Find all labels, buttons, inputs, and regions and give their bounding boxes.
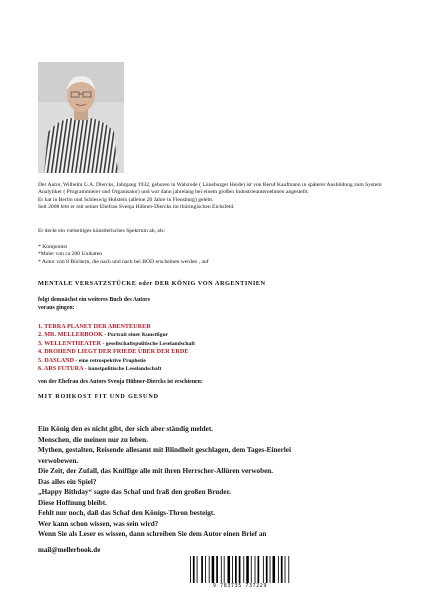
book-subtitle: - Portrait einer Kunstfigur	[102, 332, 169, 339]
barcode-bar	[212, 556, 215, 583]
barcode-bar	[205, 556, 206, 583]
barcode-bar	[255, 556, 256, 583]
spectrum-list	[38, 244, 209, 266]
barcode-bar	[273, 556, 276, 583]
barcode-icon	[186, 556, 294, 583]
barcode-bar	[258, 556, 260, 583]
bio-paragraph: Seit 2008 lebt er mit seiner Ehefrau Svenja Hübner-Diercks im thüringischen Eichsfeld.	[38, 204, 235, 211]
bio-paragraph: Der Autor, Wilhelm G.A. Diercks, Jahrgang 1932, geboren in Walsrode ( Lüneburger Heide) ist von Beruf Kaufmann in späterer Ausbildung zum System Analytiker ( Programmierer und Organisator) und war dann jahrelang bei einem großen Industrieunternehmen angestellt.	[38, 182, 382, 196]
blurb-line: Diese Hoffnung bleibt.	[38, 498, 107, 507]
barcode-bar	[288, 556, 289, 583]
barcode-bar	[278, 556, 279, 583]
barcode-bar	[239, 556, 241, 583]
barcode-bar	[235, 556, 237, 583]
barcode-bar	[270, 556, 271, 583]
blurb-line: Wer kann schon wissen, was sein wird?	[38, 519, 159, 528]
book-title: 4. DROHEND LIEGT DER FRIEDE ÜBER DER ERDE	[38, 348, 189, 356]
book-item	[38, 331, 195, 339]
blurb-line: „Happy Bithday“ sagte das Schaf und fraß den großen Bruder.	[38, 488, 231, 496]
upcoming-book-title: MENTALE VERSATZSTÜCKE oder DER KÖNIG VON ARGENTINIEN	[38, 280, 266, 287]
barcode-bar	[246, 556, 249, 583]
email-address: mail@mellerbook.de	[38, 546, 101, 554]
barcode-bar	[281, 556, 283, 583]
announcement-line: voraus gingen:	[38, 304, 75, 311]
blurb-line: Das alles ein Spiel?	[38, 477, 97, 486]
isbn-number: 9 783735 737229	[186, 583, 294, 589]
blurb-line: Ein König den es nicht gibt, der sich aber ständig meldet.	[38, 425, 214, 433]
barcode-bar	[221, 556, 222, 583]
barcode-bar	[228, 556, 231, 583]
blurb-line: verwobewen.	[38, 456, 79, 465]
barcode-bar	[285, 556, 286, 583]
announcement-line: folgt demnächst ein weiteres Buch des Autors	[38, 297, 150, 303]
book-item	[38, 365, 195, 373]
barcode-bar	[243, 556, 244, 583]
book-title: 6. ARS FUTURA	[38, 365, 84, 373]
blurb-line: Menschen, die meinen nur zu leben.	[38, 435, 148, 444]
book-subtitle: - eine retrospektive Prophetie	[74, 357, 146, 364]
barcode-bar	[266, 556, 268, 583]
book-title: 3. WELLENTHEATER	[38, 339, 102, 347]
book-item	[38, 357, 195, 365]
spectrum-item: *Maler von ca 200 Unikaten	[38, 251, 102, 258]
barcode-bar	[209, 556, 210, 583]
barcode-bar	[201, 556, 203, 583]
blurb-line: Fehlt nur noch, daß das Schaf den Königs-Thron besteigt.	[38, 509, 216, 517]
spectrum-item: * Autor von 8 Büchern, die nach und nach bei BOD erscheinen werden , auf	[38, 258, 209, 265]
barcode-bar	[190, 556, 191, 583]
book-subtitle: - gesellschaftspolitische Leselandschaft	[101, 340, 196, 347]
barcode-bar	[263, 556, 264, 583]
author-photo	[38, 62, 124, 173]
book-title: 1. TERRA PLANET DER ABENTEURER	[38, 323, 151, 330]
barcode-bar	[251, 556, 252, 583]
bio-paragraph: Er hat in Berlin und Schleswig Holstein (alleine 20 Jahre in Flensburg) gelebt.	[38, 196, 214, 203]
book-title: 2. MR. MELLERBOOK	[38, 331, 103, 339]
spectrum-item: * Komponist	[38, 244, 68, 250]
barcode-bar	[232, 556, 233, 583]
book-item	[38, 348, 195, 356]
book-list	[38, 323, 195, 373]
wife-book-title: MIT ROHKOST FIT UND GESUND	[38, 394, 159, 400]
blurb-line: Wenn Sie als Leser es wissen, dann schreiben Sie dem Autor einen Brief an	[38, 530, 267, 538]
wife-intro: von der Ehefrau des Autors Svenja Hübner-Diercks ist erschienen:	[38, 379, 203, 385]
spectrum-intro: Er deckt ein vielseitiges künstlerisches Spektrum ab, als:	[38, 228, 166, 234]
book-item	[38, 340, 195, 348]
blurb-line: Mythen, gestalten, Reisende allesamt mit Blindheit geschlagen, dem Tages-Einerlei	[38, 446, 291, 454]
author-bio	[38, 182, 388, 212]
book-title: 5. DASLAND	[38, 356, 75, 364]
book-item	[38, 323, 195, 331]
blurb	[38, 424, 291, 540]
barcode-bar	[197, 556, 198, 583]
barcode-bar	[216, 556, 218, 583]
announcement	[38, 297, 150, 312]
barcode-bar	[193, 556, 195, 583]
book-subtitle: - kunstpolitische Leselandschaft	[83, 366, 162, 373]
blurb-line: Die Zeit, der Zufall, das Kniffige alle mit ihren Herrscher-Allüren verwoben.	[38, 467, 274, 475]
barcode-bar	[224, 556, 225, 583]
